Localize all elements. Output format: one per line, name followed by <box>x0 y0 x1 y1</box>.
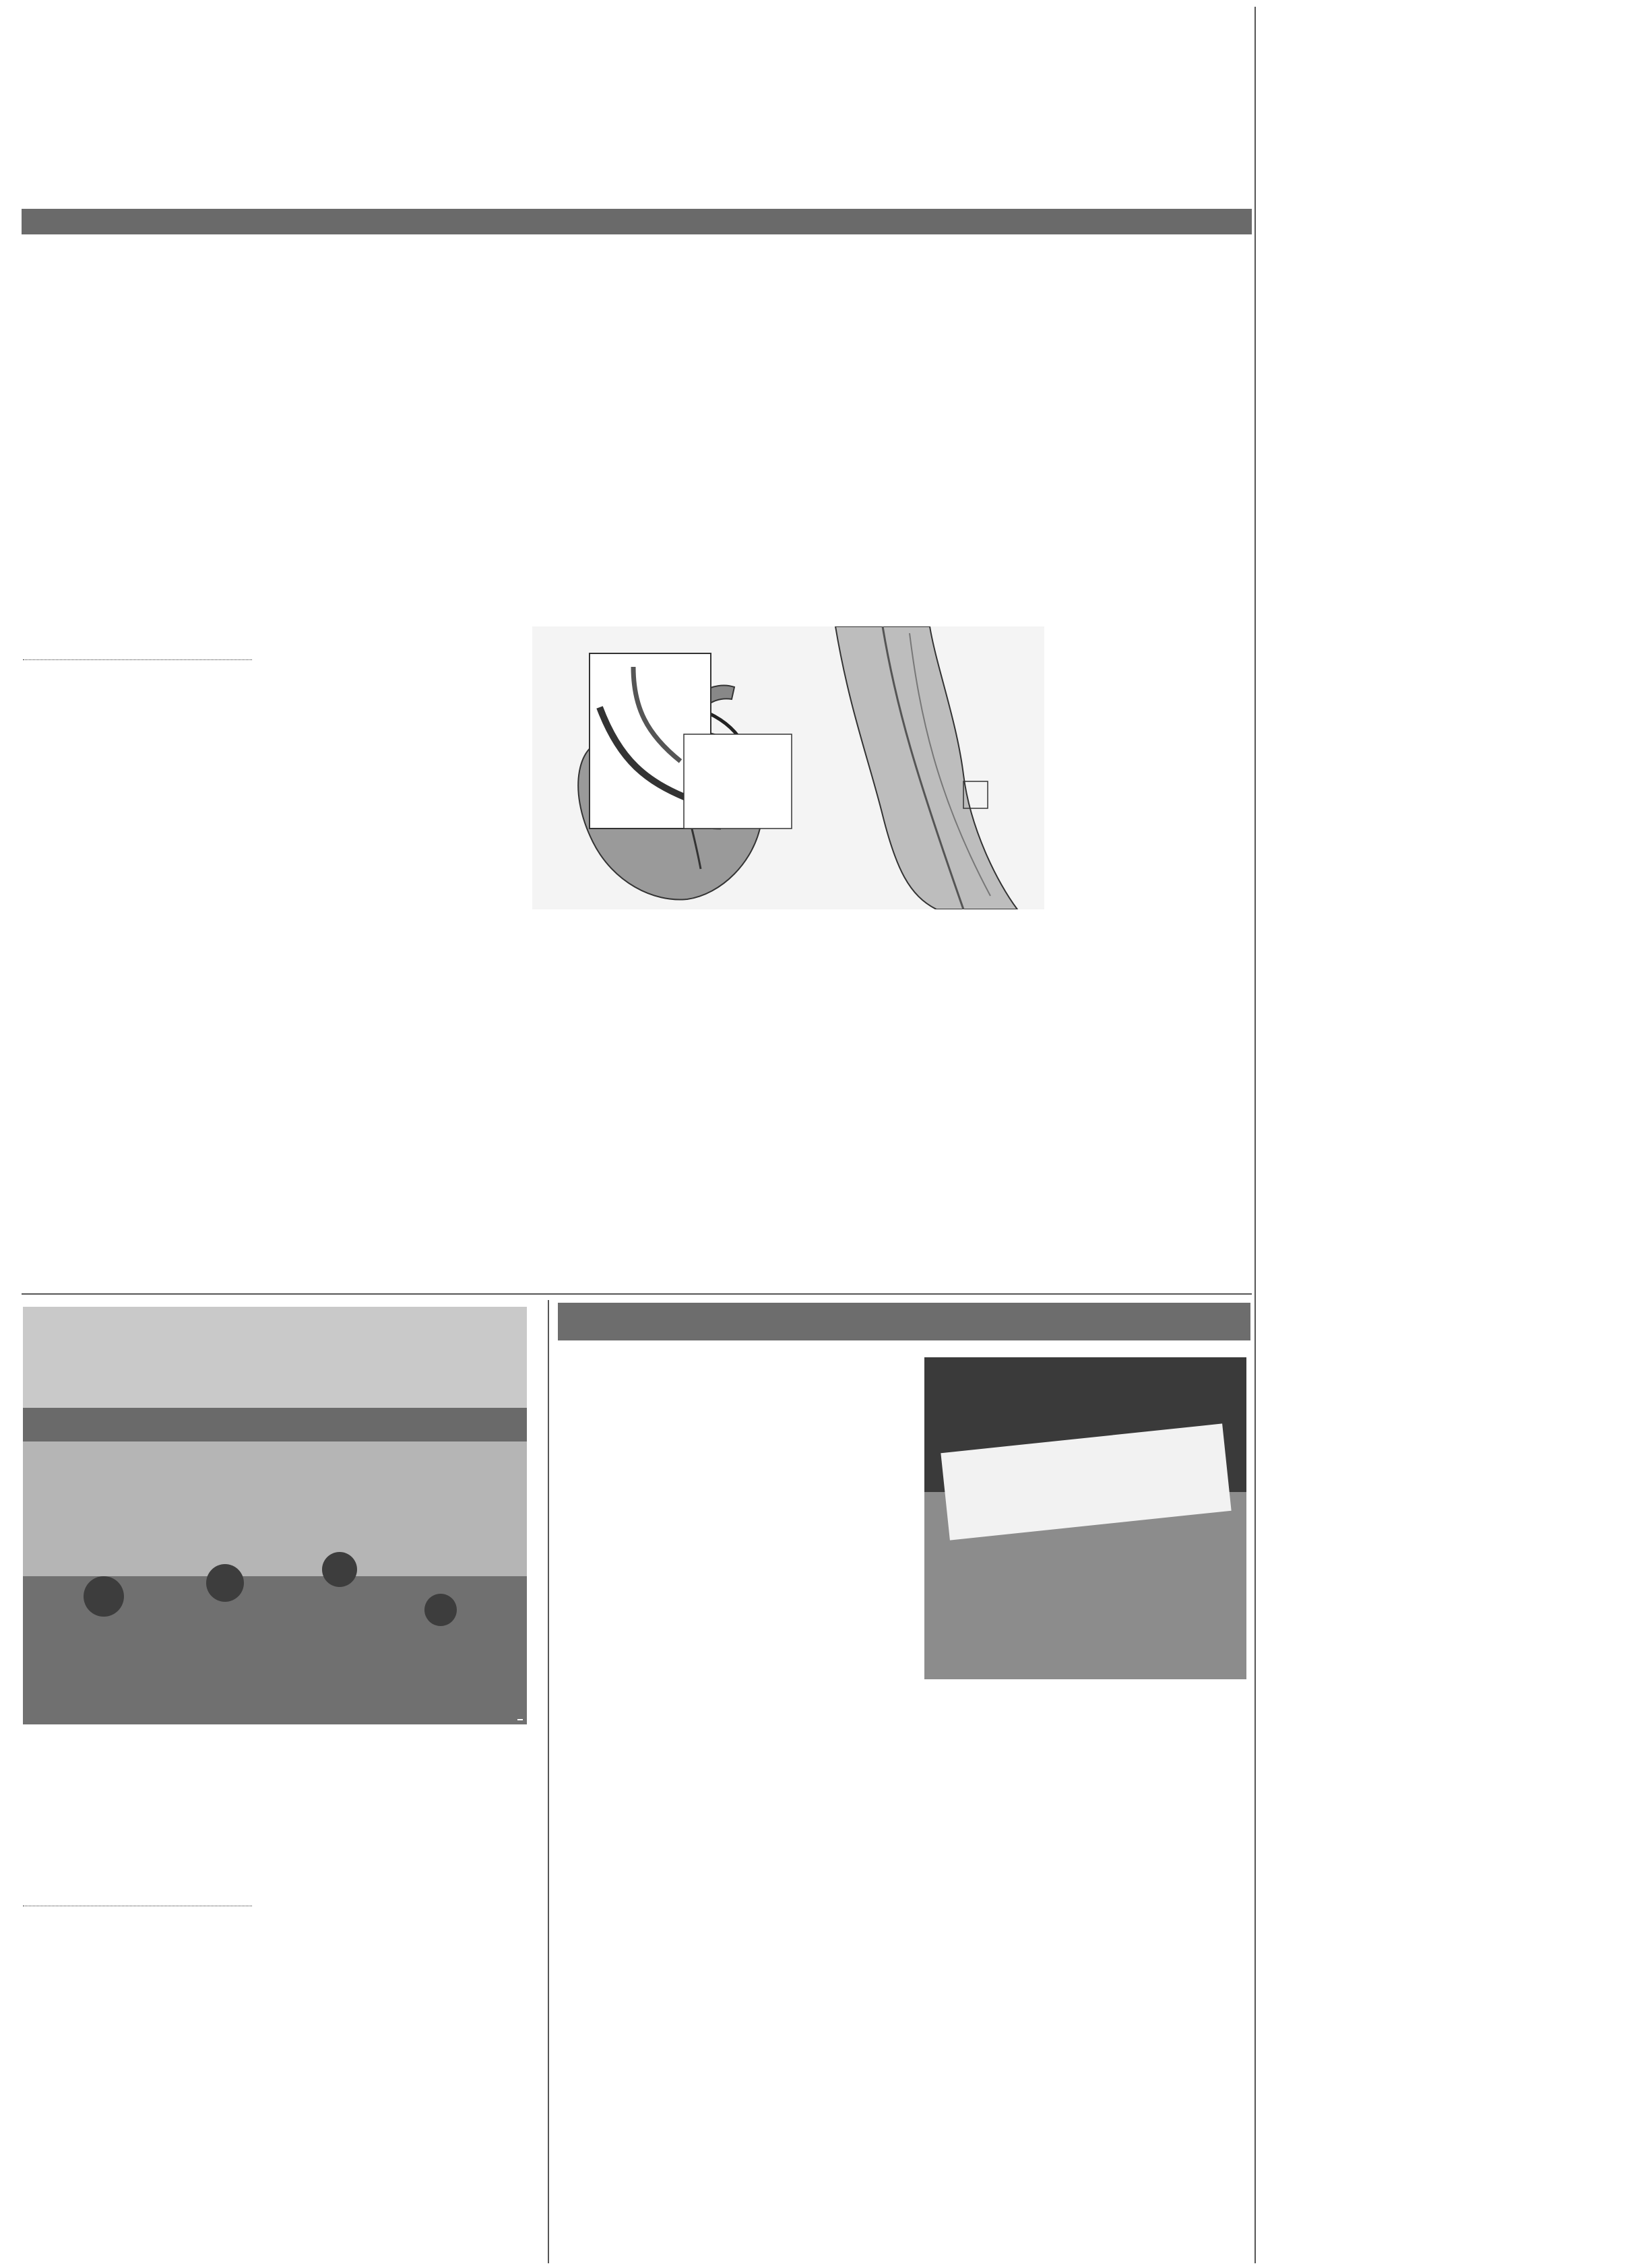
children-water-image <box>23 1307 527 1724</box>
date-bar <box>22 209 1252 234</box>
byline-rule <box>23 1905 252 1906</box>
photo-credit <box>517 1719 523 1720</box>
children-photo <box>23 1307 527 1724</box>
right-column-divider <box>1254 7 1256 2263</box>
heart-and-leg-illustration <box>532 626 1044 909</box>
masthead-star-logo <box>20 0 85 121</box>
protest-photo <box>924 1357 1246 1679</box>
hiv-section-band <box>558 1303 1250 1340</box>
byline-rule <box>23 659 252 660</box>
bypass-surgery-figure <box>532 626 1044 909</box>
hiv-column-divider <box>548 1300 549 2263</box>
protest-banner-image <box>924 1357 1246 1679</box>
section-divider <box>22 1293 1252 1295</box>
